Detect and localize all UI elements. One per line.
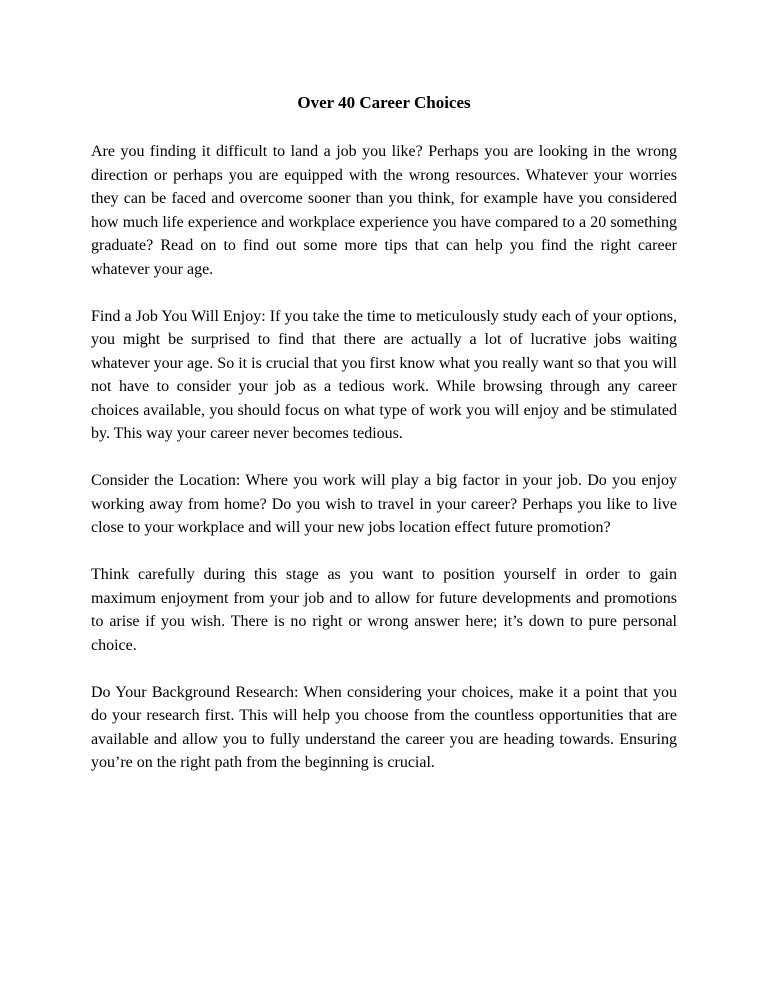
paragraph-consider-location: Consider the Location: Where you work will play a big factor in your job. Do you enjoy working away from home? Do you wish to travel in your career? Perhaps you like to live close to your workplace and will your new jobs location effect future promotion? [91,472,677,536]
paragraph-find-a-job: Find a Job You Will Enjoy: If you take the time to meticulously study each of your options, you might be surprised to find that there are actually a lot of lucrative jobs waiting whatever your age. So it is crucial that you first know what you really want so that you will not have to consider your job as a tedious work. While browsing through any career choices available, you should focus on what type of work you will enjoy and be stimulated by. This way your career never becomes tedious. [91,307,677,442]
document-title: Over 40 Career Choices [297,93,471,112]
document-body [91,140,677,798]
paragraph-think-carefully: Think carefully during this stage as you want to position yourself in order to gain maximum enjoyment from your job and to allow for future developments and promotions to arise if you wish. There is no right or wrong answer here; it’s down to pure personal choice. [91,566,677,654]
paragraph-background-research: Do Your Background Research: When considering your choices, make it a point that you do your research first. This will help you choose from the countless opportunities that are available and allow you to fully understand the career you are heading towards. Ensuring you’re on the right path from the beginning is crucial. [91,683,677,771]
paragraph-intro: Are you finding it difficult to land a job you like? Perhaps you are looking in the wrong direction or perhaps you are equipped with the wrong resources. Whatever your worries they can be faced and overcome sooner than you think, for example have you considered how much life experience and workplace experience you have compared to a 20 something graduate? Read on to find out some more tips that can help you find the right career whatever your age. [91,143,677,278]
